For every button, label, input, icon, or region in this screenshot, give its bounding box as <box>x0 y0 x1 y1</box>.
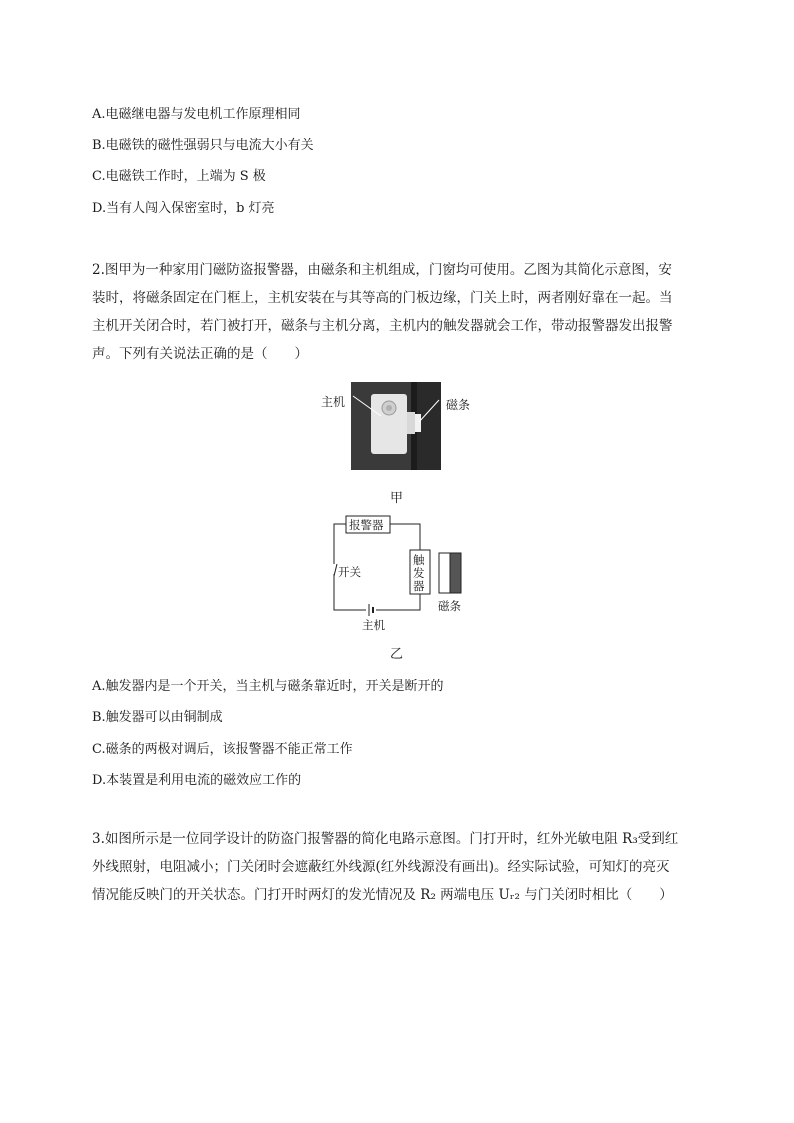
q1-option-c: C.电磁铁工作时，上端为 S 极 <box>92 169 266 184</box>
figure-a-photo <box>351 382 441 470</box>
q3-stem <box>92 825 704 909</box>
figure-b-host-label: 主机 <box>362 618 385 632</box>
figure-a-label-host: 主机 <box>321 395 346 409</box>
figure-a-label-magnet: 磁条 <box>446 398 471 412</box>
magnet-north <box>439 553 450 593</box>
figure-b-magnet-label: 磁条 <box>438 599 461 613</box>
q3-stem-line: 外线照射，电阻减小；门关闭时会遮蔽红外线源(红外线源没有画出)。经实际试验，可知灯的亮灭 <box>92 859 670 875</box>
q2-option-c: C.磁条的两极对调后，该报警器不能正常工作 <box>92 742 353 757</box>
figure-a-illustration <box>351 382 441 470</box>
figure-b-trigger-char: 发 <box>413 566 425 580</box>
q1-option-b: B.电磁铁的磁性强弱只与电流大小有关 <box>92 138 314 153</box>
figure-b-alarm-label: 报警器 <box>349 518 384 532</box>
figure-b-trigger-char: 器 <box>413 579 425 593</box>
figure-b-caption: 乙 <box>390 647 404 662</box>
q1-option-a: A.电磁继电器与发电机工作原理相同 <box>92 107 301 122</box>
figure-b-switch-label: 开关 <box>338 565 361 579</box>
figure-b-trigger-char: 触 <box>413 553 425 567</box>
magnet-south <box>450 553 461 593</box>
q3-stem-line: 情况能反映门的开关状态。门打开时两灯的发光情况及 R₂ 两端电压 Uᵣ₂ 与门关闭时相比（ ） <box>92 887 673 903</box>
q2-stem-line: 主机开关闭合时，若门被打开，磁条与主机分离，主机内的触发器就会工作，带动报警器发出报警 <box>92 318 673 334</box>
figure-a-caption: 甲 <box>390 491 404 506</box>
q2-option-a: A.触发器内是一个开关，当主机与磁条靠近时，开关是断开的 <box>92 679 444 694</box>
q3-stem-line: 3.如图所示是一位同学设计的防盗门报警器的简化电路示意图。门打开时，红外光敏电阻 R₃受到红 <box>92 831 679 847</box>
q1-option-d: D.当有人闯入保密室时，b 灯亮 <box>92 201 275 216</box>
q2-option-b: B.触发器可以由铜制成 <box>92 710 223 725</box>
q2-option-d: D.本装置是利用电流的磁效应工作的 <box>92 773 302 788</box>
q2-stem <box>92 256 704 368</box>
q2-stem-line: 装时，将磁条固定在门框上，主机安装在与其等高的门板边缘，门关上时，两者刚好靠在一起。当 <box>92 290 673 306</box>
q2-stem-line: 声。下列有关说法正确的是（ ） <box>92 346 308 362</box>
q2-stem-line: 2.图甲为一种家用门磁防盗报警器，由磁条和主机组成，门窗均可使用。乙图为其简化示意图，安 <box>92 262 672 278</box>
